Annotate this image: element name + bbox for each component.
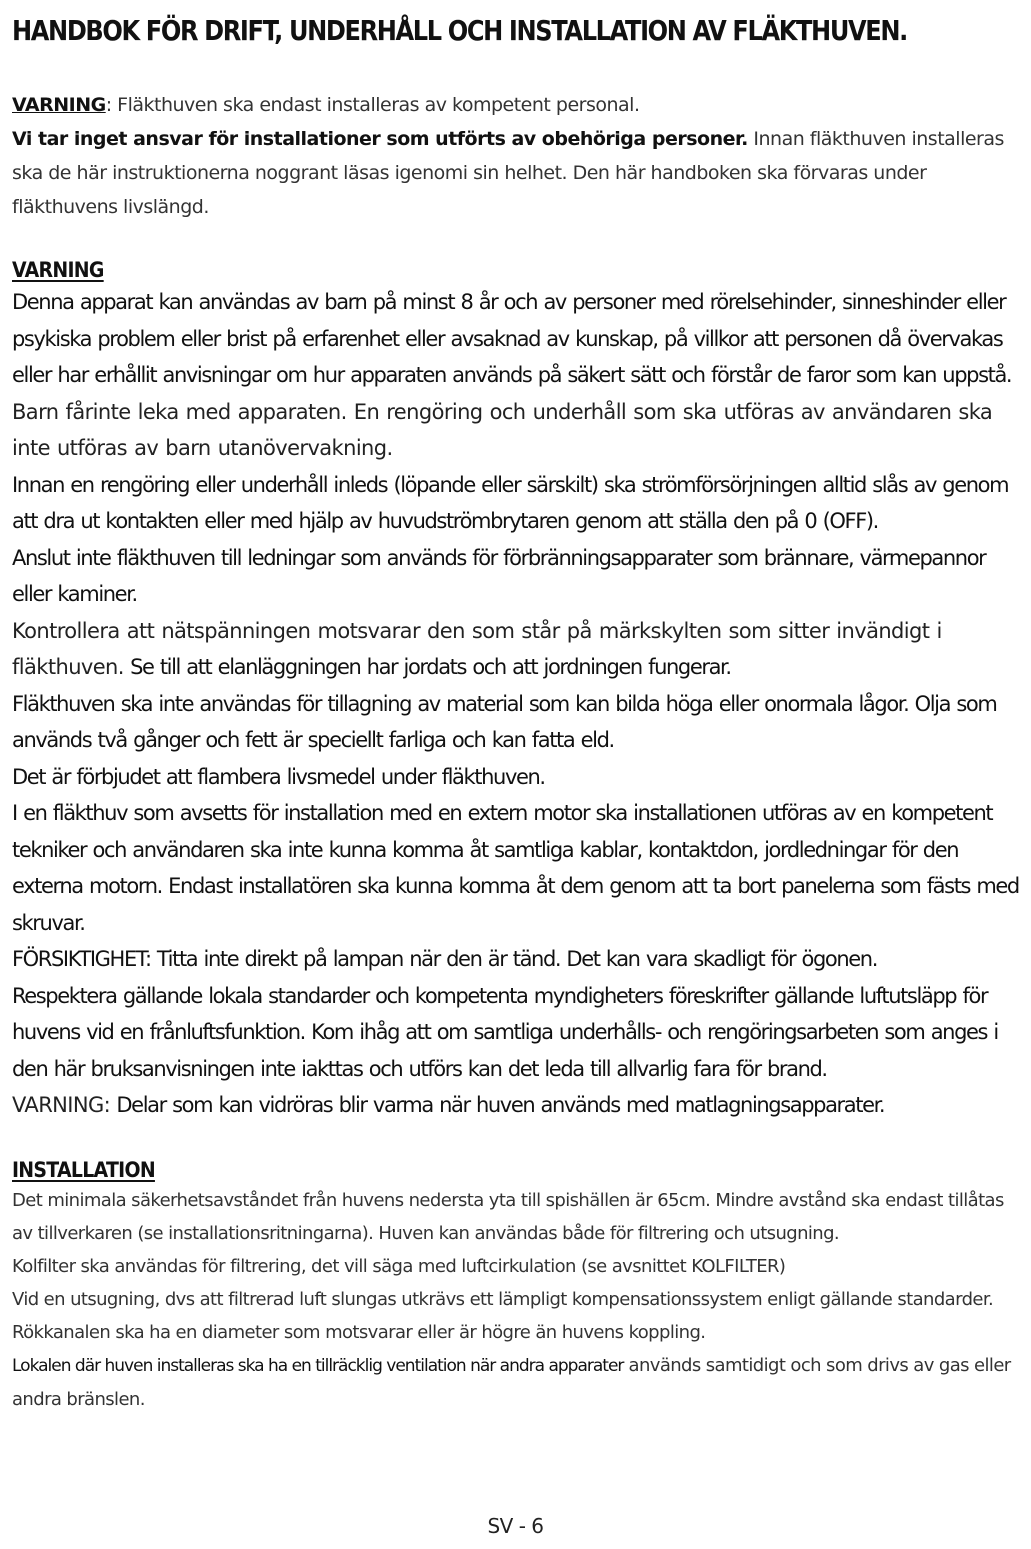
caution-lamp-paragraph: FÖRSIKTIGHET: Titta inte direkt på lampan när den är tänd. Det kan vara skadligt för ögonen. xyxy=(12,947,877,971)
regulations-paragraph: Respektera gällande lokala standarder och kompetenta myndigheters föreskrifter gällande luftutsläpp för huvens vid en frånluftsfunktion. Kom ihåg att om samtliga underhålls- och rengöringsarbeten som anges i den här bruksanvisningen inte iakttas och utförs kan det leda till allvarlig fara för brand. xyxy=(12,983,998,1081)
warning-intro-text: : Fläkthuven ska endast installeras av kompetent personal. xyxy=(105,94,640,116)
voltage-text: Kontrollera att nätspänningen motsvarar den som står på märkskylten som sitter invändigt i fläkthuven. xyxy=(12,618,942,679)
liability-statement: Vi tar inget ansvar för installationer som utförts av obehöriga personer. xyxy=(12,128,748,150)
ventilation-paragraph xyxy=(12,1349,1024,1416)
flames-paragraph: Fläkthuven ska inte användas för tillagning av material som kan bilda höga eller onormala lågor. Olja som används två gånger och fett är speciellt farliga och kan fatta eld. xyxy=(12,691,997,752)
grounding-text: Se till att elanläggningen har jordats och att jordningen fungerar. xyxy=(123,655,731,679)
power-off-paragraph: Innan en rengöring eller underhåll inleds (löpande eller särskilt) ska strömförsörjningen alltid slås av genom att dra ut kontakten eller med hjälp av huvudströmbrytaren genom att ställa den på 0 (OFF). xyxy=(12,472,1009,533)
children-paragraph xyxy=(12,284,1024,467)
hot-parts-paragraph xyxy=(12,1087,1024,1124)
intro-paragraph xyxy=(12,88,1024,224)
hot-parts-text: Delar som kan vidröras blir varma när huven används med matlagningsapparater. xyxy=(110,1093,885,1117)
instructions-note: Innan fläkthuven installeras ska de här instruktionerna noggrant läsas igenomi sin helhet. Den här handboken ska förvaras under fläkthuvens livslängd. xyxy=(12,128,1004,218)
children-text: Denna apparat kan användas av barn på minst 8 år och av personer med rörelsehinder, sinneshinder eller psykiska problem eller brist på erfarenhet eller avsaknad av kunskap, på villkor att personen då övervakas eller har erhållit anvisningar om hur apparaten används på säkert sätt och förstår de faror som kan uppstå. xyxy=(12,290,1012,387)
flambe-paragraph: Det är förbjudet att flambera livsmedel under fläkthuven. xyxy=(12,764,545,789)
warning-heading: VARNING xyxy=(12,258,104,282)
carbon-filter-paragraph: Kolfilter ska användas för filtrering, det vill säga med luftcirkulation (se avsnittet KOLFILTER) xyxy=(12,1256,786,1277)
warning-section-main xyxy=(12,258,1024,1124)
warning-section-intro xyxy=(12,88,1024,224)
installation-section xyxy=(12,1158,1024,1416)
safety-distance-paragraph: Det minimala säkerhetsavståndet från huvens nedersta yta till spishällen är 65cm. Mindre avstånd ska endast tillåtas av tillverkaren (se installationsritningarna). Huven kan användas både för filtrering och utsugning. xyxy=(12,1190,1004,1244)
extraction-paragraph: Vid en utsugning, dvs att filtrerad luft slungas utkrävs ett lämpligt kompensationssystem enligt gällande standarder. Rökkanalen ska ha en diameter som motsvarar eller är högre än huvens koppling. xyxy=(12,1289,994,1343)
page-number: SV - 6 xyxy=(487,1514,544,1538)
children-supervision-text: Barn fårinte leka med apparaten. En rengöring och underhåll som ska utföras av användaren ska inte utföras av barn utanövervakning. xyxy=(12,399,993,460)
ventilation-text-a: Lokalen där huven installeras ska ha en tillräcklig ventilation när andra apparater xyxy=(12,1356,624,1376)
installation-heading: INSTALLATION xyxy=(12,1158,155,1182)
ventilation-text-b: används samtidigt och som drivs av gas eller andra bränslen. xyxy=(12,1355,1011,1410)
voltage-paragraph xyxy=(12,613,1024,686)
page-title: HANDBOK FÖR DRIFT, UNDERHÅLL OCH INSTALLATION AV FLÄKTHUVEN. xyxy=(12,14,907,47)
connection-paragraph: Anslut inte fläkthuven till ledningar som används för förbränningsapparater som brännare, värmepannor eller kaminer. xyxy=(12,545,986,606)
hot-parts-label: VARNING: xyxy=(12,1093,111,1117)
warning-label: VARNING xyxy=(12,94,106,116)
external-motor-paragraph: I en fläkthuv som avsetts för installation med en extern motor ska installationen utföras av en kompetent tekniker och användaren ska inte kunna komma åt samtliga kablar, kontaktdon, jordledningar för den externa motorn. Endast installatören ska kunna komma åt dem genom att ta bort panelerna som fästs med skruvar. xyxy=(12,801,1019,935)
